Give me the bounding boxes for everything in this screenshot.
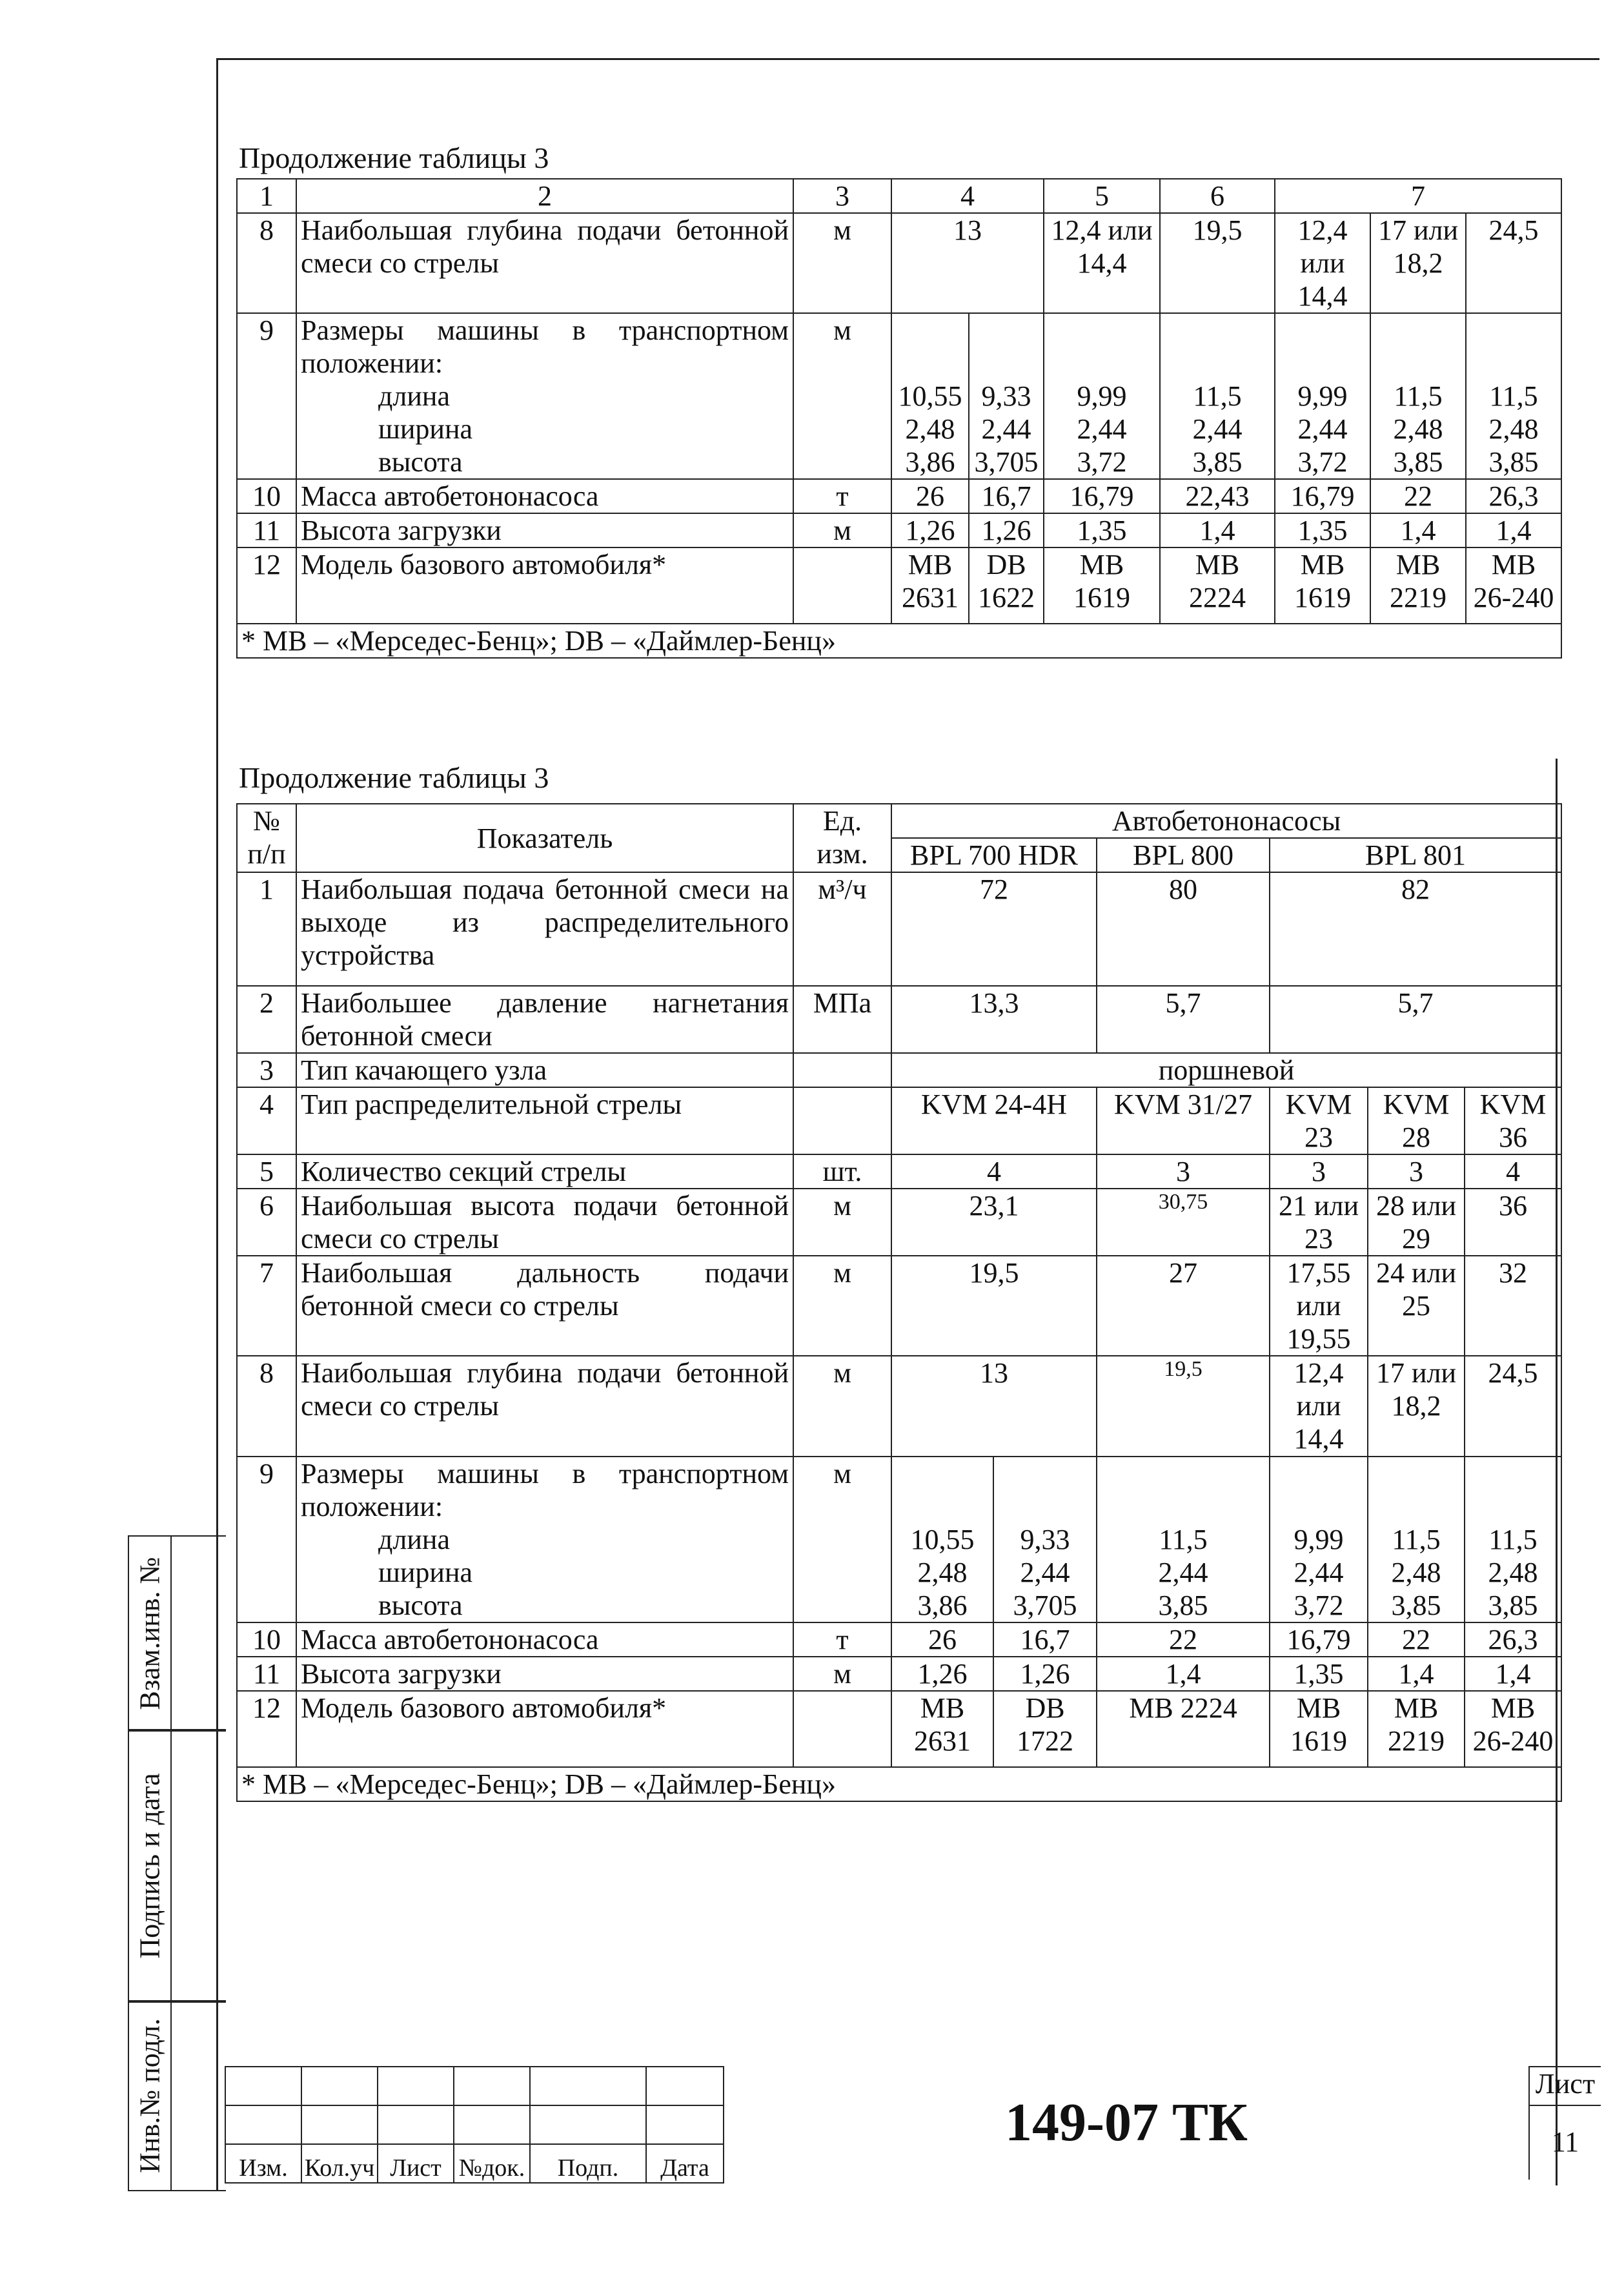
row-number: 1 <box>237 872 296 986</box>
tb-label: Дата <box>646 2144 724 2183</box>
col-num: 7 <box>1275 179 1561 213</box>
cell-value: KVM 31/27 <box>1097 1087 1270 1154</box>
cell-value: 1,4 <box>1368 1657 1465 1691</box>
title-block-grid <box>225 2066 724 2184</box>
strip-label <box>129 2001 170 2190</box>
cell-value: 12,4 или 14,4 <box>1275 213 1370 313</box>
cell-value: 1,4 <box>1097 1657 1270 1691</box>
tb-label: Подп. <box>530 2144 646 2183</box>
cell-value: 80 <box>1097 872 1270 986</box>
cell-value: 3 <box>1270 1154 1368 1189</box>
row-number: 3 <box>237 1053 296 1087</box>
row-label: Наибольшая дальность подачи бетонной смеси со стрелы <box>296 1256 793 1356</box>
strip-original-inv <box>128 2000 226 2191</box>
cell-value: 16,7 <box>969 479 1044 513</box>
row-label: Тип распределительной стрелы <box>296 1087 793 1154</box>
dim-cell <box>969 313 1044 479</box>
cell-value: 19,5 <box>891 1256 1097 1356</box>
dim-value: 9,33 <box>1020 1523 1070 1555</box>
dim-value: 2,44 <box>1294 1556 1344 1588</box>
dim-cell <box>1275 313 1370 479</box>
dim-label: ширина <box>378 1556 473 1588</box>
dim-cell <box>891 313 969 479</box>
row-number: 8 <box>237 213 296 313</box>
row-number: 9 <box>237 313 296 479</box>
cell-value: 36 <box>1465 1189 1561 1256</box>
table-row <box>237 1087 1561 1154</box>
table-row <box>237 479 1561 513</box>
table-row <box>237 986 1561 1053</box>
row-unit: м <box>793 313 891 479</box>
table-row <box>237 1622 1561 1657</box>
table2-footnote-row <box>237 1767 1561 1801</box>
strip-divider <box>170 1537 172 1730</box>
row-unit: м <box>793 213 891 313</box>
col-num: 4 <box>891 179 1044 213</box>
row-label-text: Размеры машины в транспортном положении: <box>301 1457 789 1522</box>
cell-value: 4 <box>891 1154 1097 1189</box>
sheet-number: 11 <box>1551 2126 1579 2158</box>
strip-label <box>129 1537 170 1730</box>
row-number: 10 <box>237 1622 296 1657</box>
dim-cell <box>1466 313 1561 479</box>
dim-cell <box>1270 1457 1368 1622</box>
dim-value: 3,705 <box>974 446 1039 478</box>
row-label: Наибольшая подача бетонной смеси на выходе из распределительного устройства <box>296 872 793 986</box>
cell-value: 28 или 29 <box>1368 1189 1465 1256</box>
strip-divider <box>170 2001 172 2190</box>
dim-value: 2,48 <box>1488 1556 1538 1588</box>
cell-value: 1,4 <box>1465 1657 1561 1691</box>
row-unit: м <box>793 1356 891 1456</box>
row-label: Масса автобетононасоса <box>296 1622 793 1657</box>
cell-value: 24,5 <box>1465 1356 1561 1456</box>
strip-text: Подпись и дата <box>134 1773 166 1959</box>
cell-value: 17 или 18,2 <box>1368 1356 1465 1456</box>
header-unit: Ед. изм. <box>793 804 891 872</box>
cell-value: 27 <box>1097 1256 1270 1356</box>
cell-value: 1,35 <box>1275 513 1370 547</box>
col-num: 5 <box>1044 179 1160 213</box>
cell-value: 23,1 <box>891 1189 1097 1256</box>
col-num: 2 <box>296 179 793 213</box>
dim-value: 2,48 <box>1393 413 1443 445</box>
cell-value: 22 <box>1368 1622 1465 1657</box>
cell-value: 3 <box>1097 1154 1270 1189</box>
row-unit: МПа <box>793 986 891 1053</box>
cell-value: MB 26-240 <box>1465 1691 1561 1767</box>
table-row <box>237 1657 1561 1691</box>
dim-cell <box>1465 1457 1561 1622</box>
row-number: 12 <box>237 547 296 624</box>
dim-value: 3,72 <box>1294 1589 1344 1621</box>
cell-value: 5,7 <box>1270 986 1561 1053</box>
cell-value: 13,3 <box>891 986 1097 1053</box>
dim-value: 3,85 <box>1158 1589 1208 1621</box>
dim-value: 3,705 <box>1013 1589 1077 1621</box>
cell-value: MB 1619 <box>1044 547 1160 624</box>
footnote: * MB – «Мерседес-Бенц»; DB – «Даймлер-Бенц» <box>237 624 1561 658</box>
dim-value: 9,33 <box>981 380 1031 413</box>
cell-value: KVM 24-4H <box>891 1087 1097 1154</box>
dim-cell <box>1368 1457 1465 1622</box>
cell-value: 16,7 <box>993 1622 1097 1657</box>
strip-text: Инв.№ подл. <box>134 2018 166 2173</box>
title-block-labels <box>225 2144 724 2183</box>
sheet-box <box>1528 2066 1601 2180</box>
col-num: 6 <box>1160 179 1275 213</box>
cell-value: MB 2631 <box>891 1691 993 1767</box>
dim-cell <box>1370 313 1466 479</box>
table-row <box>237 872 1561 986</box>
table-row <box>237 313 1561 479</box>
dim-value: 2,44 <box>1020 1556 1070 1588</box>
table-row <box>237 547 1561 624</box>
cell-value: DB 1722 <box>993 1691 1097 1767</box>
model-header: BPL 700 HDR <box>891 838 1097 872</box>
cell-value: MB 2219 <box>1368 1691 1465 1767</box>
cell-value: 4 <box>1465 1154 1561 1189</box>
cell-value: 19,5 <box>1160 213 1275 313</box>
cell-value: MB 1619 <box>1275 547 1370 624</box>
cell-value: MB 26-240 <box>1466 547 1561 624</box>
cell-value: 72 <box>891 872 1097 986</box>
row-unit <box>793 547 891 624</box>
dim-value: 3,85 <box>1391 1589 1441 1621</box>
cell-value: 26 <box>891 479 969 513</box>
cell-value: 13 <box>891 213 1044 313</box>
dim-value: 11,5 <box>1392 1523 1441 1555</box>
table2-caption: Продолжение таблицы 3 <box>239 761 549 794</box>
dim-value: 2,44 <box>1297 413 1348 445</box>
row-label: Наибольшее давление нагнетания бетонной смеси <box>296 986 793 1053</box>
dim-value: 9,99 <box>1077 380 1127 413</box>
cell-value: поршневой <box>891 1053 1561 1087</box>
dim-cell <box>1044 313 1160 479</box>
dim-value: 2,48 <box>905 413 955 445</box>
row-label: Высота загрузки <box>296 1657 793 1691</box>
dim-value: 9,99 <box>1297 380 1348 413</box>
row-unit: м <box>793 513 891 547</box>
dim-label: длина <box>378 1523 450 1555</box>
row-label: Наибольшая высота подачи бетонной смеси со стрелы <box>296 1189 793 1256</box>
tb-label: Изм. <box>225 2144 301 2183</box>
model-header: BPL 800 <box>1097 838 1270 872</box>
row-label-text: Размеры машины в транспортном положении: <box>301 314 789 380</box>
dim-value: 10,55 <box>898 380 962 413</box>
footnote: * MB – «Мерседес-Бенц»; DB – «Даймлер-Бенц» <box>237 1767 1561 1801</box>
cell-value: 22,43 <box>1160 479 1275 513</box>
row-number: 12 <box>237 1691 296 1767</box>
tb-label: Кол.уч <box>301 2144 378 2183</box>
cell-value: 19,5 <box>1097 1356 1270 1456</box>
dim-value: 2,48 <box>917 1556 968 1588</box>
cell-value: DB 1622 <box>969 547 1044 624</box>
dim-value: 3,85 <box>1192 446 1243 478</box>
table-row <box>237 1356 1561 1456</box>
dim-value: 10,55 <box>910 1523 975 1555</box>
row-unit: т <box>793 479 891 513</box>
sheet-label: Лист <box>1530 2067 1601 2106</box>
tb-label: Лист <box>378 2144 454 2183</box>
cell-value: 1,4 <box>1160 513 1275 547</box>
row-label: Высота загрузки <box>296 513 793 547</box>
model-header: BPL 801 <box>1270 838 1561 872</box>
header-name: Показатель <box>296 804 793 872</box>
document-code: 149-07 ТК <box>1005 2092 1248 2153</box>
row-number: 2 <box>237 986 296 1053</box>
table1-header-row <box>237 179 1561 213</box>
cell-value: MB 1619 <box>1270 1691 1368 1767</box>
row-label: Количество секций стрелы <box>296 1154 793 1189</box>
dim-cell <box>1097 1457 1270 1622</box>
row-number: 7 <box>237 1256 296 1356</box>
cell-value: 24,5 <box>1466 213 1561 313</box>
dim-value: 3,86 <box>917 1589 968 1621</box>
cell-value: 30,75 <box>1097 1189 1270 1256</box>
row-label <box>296 1457 793 1622</box>
dim-cell <box>993 1457 1097 1622</box>
dim-value: 2,44 <box>1158 1556 1208 1588</box>
table-row <box>237 1256 1561 1356</box>
cell-value: MB 2219 <box>1370 547 1466 624</box>
cell-value: 12,4 или 14,4 <box>1270 1356 1368 1456</box>
row-number: 9 <box>237 1457 296 1622</box>
strip-divider <box>170 1730 172 2001</box>
row-number: 5 <box>237 1154 296 1189</box>
dim-value: 9,99 <box>1294 1523 1344 1555</box>
strip-signature-date <box>128 1729 226 2003</box>
cell-value: MB 2631 <box>891 547 969 624</box>
dim-value: 3,72 <box>1077 446 1127 478</box>
row-label: Масса автобетононасоса <box>296 479 793 513</box>
header-num: № п/п <box>237 804 296 872</box>
dim-value: 3,72 <box>1297 446 1348 478</box>
dim-value: 11,5 <box>1159 1523 1208 1555</box>
row-unit: м <box>793 1457 891 1622</box>
row-number: 11 <box>237 1657 296 1691</box>
table2-header-row <box>237 804 1561 838</box>
table-row <box>237 1154 1561 1189</box>
cell-value: 82 <box>1270 872 1561 986</box>
col-num: 1 <box>237 179 296 213</box>
row-unit: м <box>793 1256 891 1356</box>
row-unit: м <box>793 1657 891 1691</box>
dim-value: 11,5 <box>1193 380 1242 413</box>
cell-value: MB 2224 <box>1097 1691 1270 1767</box>
dim-cell <box>891 1457 993 1622</box>
cell-value: 26,3 <box>1466 479 1561 513</box>
cell-value: 1,26 <box>993 1657 1097 1691</box>
table-row <box>237 1691 1561 1767</box>
row-unit: т <box>793 1622 891 1657</box>
cell-value: 17 или 18,2 <box>1370 213 1466 313</box>
cell-value: 5,7 <box>1097 986 1270 1053</box>
tb-label: №док. <box>454 2144 530 2183</box>
row-unit: шт. <box>793 1154 891 1189</box>
cell-value: 21 или 23 <box>1270 1189 1368 1256</box>
col-num: 3 <box>793 179 891 213</box>
dim-label: ширина <box>378 413 473 445</box>
cell-value: 24 или 25 <box>1368 1256 1465 1356</box>
header-group: Автобетононасосы <box>891 804 1561 838</box>
dim-value: 3,85 <box>1488 446 1539 478</box>
dim-value: 3,85 <box>1393 446 1443 478</box>
dim-label: высота <box>378 446 463 478</box>
row-unit <box>793 1053 891 1087</box>
row-unit: м³/ч <box>793 872 891 986</box>
row-unit <box>793 1087 891 1154</box>
dim-value: 11,5 <box>1488 1523 1538 1555</box>
cell-value: 22 <box>1370 479 1466 513</box>
cell-value: KVM 23 <box>1270 1087 1368 1154</box>
cell-value: KVM 28 <box>1368 1087 1465 1154</box>
row-number: 4 <box>237 1087 296 1154</box>
cell-value: 22 <box>1097 1622 1270 1657</box>
row-number: 6 <box>237 1189 296 1256</box>
row-label: Модель базового автомобиля* <box>296 1691 793 1767</box>
cell-value: MB 2224 <box>1160 547 1275 624</box>
strip-replaced-inv <box>128 1535 226 1732</box>
dim-value: 3,85 <box>1488 1589 1538 1621</box>
table-row <box>237 513 1561 547</box>
table-row <box>237 1457 1561 1622</box>
row-label: Модель базового автомобиля* <box>296 547 793 624</box>
row-number: 8 <box>237 1356 296 1456</box>
table-row <box>237 213 1561 313</box>
dim-value: 2,44 <box>1077 413 1127 445</box>
strip-text: Взам.инв. № <box>134 1557 166 1710</box>
cell-value: 13 <box>891 1356 1097 1456</box>
table1 <box>236 178 1562 659</box>
cell-value: 1,26 <box>969 513 1044 547</box>
cell-value: 17,55 или 19,55 <box>1270 1256 1368 1356</box>
row-unit <box>793 1691 891 1767</box>
cell-value: 16,79 <box>1275 479 1370 513</box>
dim-value: 3,86 <box>905 446 955 478</box>
table-row <box>237 1189 1561 1256</box>
cell-value: 16,79 <box>1044 479 1160 513</box>
row-label: Наибольшая глубина подачи бетонной смеси со стрелы <box>296 213 793 313</box>
dim-cell <box>1160 313 1275 479</box>
dim-label: высота <box>378 1589 463 1621</box>
cell-value: 26,3 <box>1465 1622 1561 1657</box>
row-label: Тип качающего узла <box>296 1053 793 1087</box>
row-unit: м <box>793 1189 891 1256</box>
dim-value: 2,48 <box>1391 1556 1441 1588</box>
dim-value: 2,44 <box>1192 413 1243 445</box>
table1-footnote-row <box>237 624 1561 658</box>
row-number: 10 <box>237 479 296 513</box>
row-label: Наибольшая глубина подачи бетонной смеси со стрелы <box>296 1356 793 1456</box>
cell-value: 1,26 <box>891 1657 993 1691</box>
dim-value: 2,48 <box>1488 413 1539 445</box>
cell-value: 1,35 <box>1270 1657 1368 1691</box>
row-label <box>296 313 793 479</box>
row-number: 11 <box>237 513 296 547</box>
dim-label: длина <box>378 380 450 413</box>
table1-caption: Продолжение таблицы 3 <box>239 141 549 174</box>
dim-value: 2,44 <box>981 413 1031 445</box>
cell-value: 26 <box>891 1622 993 1657</box>
cell-value: 3 <box>1368 1154 1465 1189</box>
cell-value: 1,4 <box>1466 513 1561 547</box>
cell-value: 16,79 <box>1270 1622 1368 1657</box>
strip-label <box>129 1730 170 2001</box>
cell-value: 1,26 <box>891 513 969 547</box>
cell-value: 1,35 <box>1044 513 1160 547</box>
cell-value: 1,4 <box>1370 513 1466 547</box>
table2 <box>236 803 1562 1802</box>
table-row <box>237 1053 1561 1087</box>
cell-value: 32 <box>1465 1256 1561 1356</box>
cell-value: 12,4 или 14,4 <box>1044 213 1160 313</box>
dim-value: 11,5 <box>1394 380 1443 413</box>
dim-value: 11,5 <box>1489 380 1538 413</box>
cell-value: KVM 36 <box>1465 1087 1561 1154</box>
